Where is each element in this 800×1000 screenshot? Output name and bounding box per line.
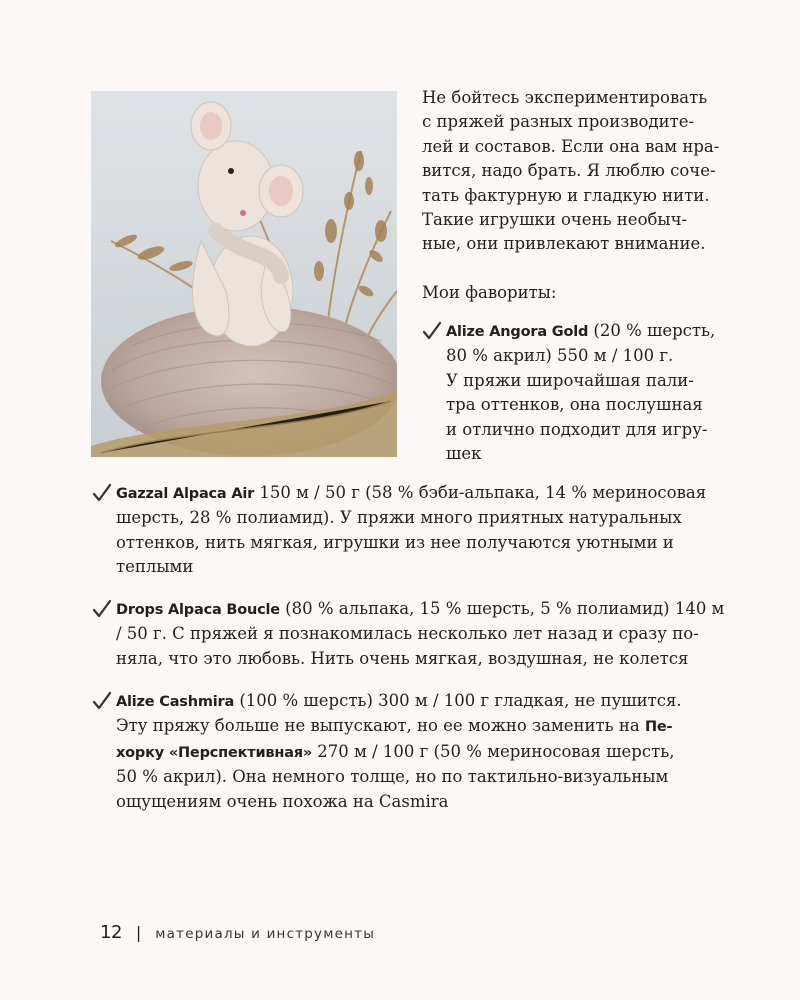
intro-line: Не бойтесь экспериментировать: [422, 88, 708, 107]
list-item: [446, 319, 715, 466]
page-footer: [100, 922, 375, 943]
yarn-brand: хорку «Перспективная»: [116, 744, 313, 761]
item-text: 50 % акрил). Она немного толще, но по тактильно-визуальным: [116, 767, 669, 787]
yarn-brand: Drops Alpaca Boucle: [116, 602, 280, 618]
favorites-heading: Мои фавориты:: [422, 282, 557, 302]
intro-line: лей и составов. Если она вам нра-: [422, 136, 720, 156]
item-text: / 50 г. С пряжей я познакомилась несколько лет назад и сразу по-: [116, 624, 699, 644]
intro-text: [422, 86, 752, 305]
item-text: (80 % альпака, 15 % шерсть, 5 % полиамид) 140 м: [279, 599, 725, 618]
item-text: няла, что это любовь. Нить очень мягкая, воздушная, не колется: [116, 648, 689, 668]
item-text: У пряжи широчайшая пали-: [446, 370, 694, 390]
item-text: Эту пряжу больше не выпускают, но ее можно заменить на: [116, 716, 645, 736]
yarn-brand: Gazzal Alpaca Air: [116, 486, 255, 502]
intro-line: Такие игрушки очень необыч-: [422, 210, 688, 230]
item-text: (20 % шерсть,: [588, 321, 716, 340]
intro-line: ные, они привлекают внимание.: [422, 234, 706, 254]
section-title: материалы и инструменты: [155, 926, 376, 942]
item-text: 150 м / 50 г (58 % бэби-альпака, 14 % мериносовая: [254, 483, 707, 502]
page-number: 12: [100, 922, 122, 943]
checkmark-icon: [92, 598, 112, 620]
yarn-brand: Alize Cashmira: [116, 694, 235, 710]
item-text: теплыми: [116, 557, 194, 577]
intro-paragraph: [422, 86, 752, 257]
knitted-mouse-photo: [91, 91, 397, 457]
checkmark-icon: [422, 320, 442, 342]
yarn-brand: Alize Angora Gold: [446, 324, 589, 340]
footer-separator: |: [135, 923, 142, 942]
intro-line: тать фактурную и гладкую нити.: [422, 185, 710, 205]
item-text: оттенков, нить мягкая, игрушки из нее получаются уютными и: [116, 532, 674, 552]
intro-line: вится, надо брать. Я люблю соче-: [422, 161, 716, 181]
item-text: ощущениям очень похожа на Casmira: [116, 791, 449, 811]
item-text: шек: [446, 444, 482, 464]
checkmark-icon: [92, 690, 112, 712]
item-text: 80 % акрил) 550 м / 100 г.: [446, 346, 674, 366]
item-text: и отлично подходит для игру-: [446, 419, 708, 439]
intro-line: с пряжей разных производите-: [422, 112, 695, 132]
checkmark-icon: [92, 482, 112, 504]
item-text: тра оттенков, она послушная: [446, 395, 703, 415]
list-item: [116, 481, 706, 580]
item-text: шерсть, 28 % полиамид). У пряжи много приятных натуральных: [116, 508, 682, 528]
list-item: [116, 597, 724, 671]
item-text: (100 % шерсть) 300 м / 100 г гладкая, не пушится.: [234, 691, 682, 710]
item-text: 270 м / 100 г (50 % мериносовая шерсть,: [312, 741, 675, 761]
list-item: [116, 689, 682, 814]
yarn-brand: Пе-: [644, 719, 673, 736]
